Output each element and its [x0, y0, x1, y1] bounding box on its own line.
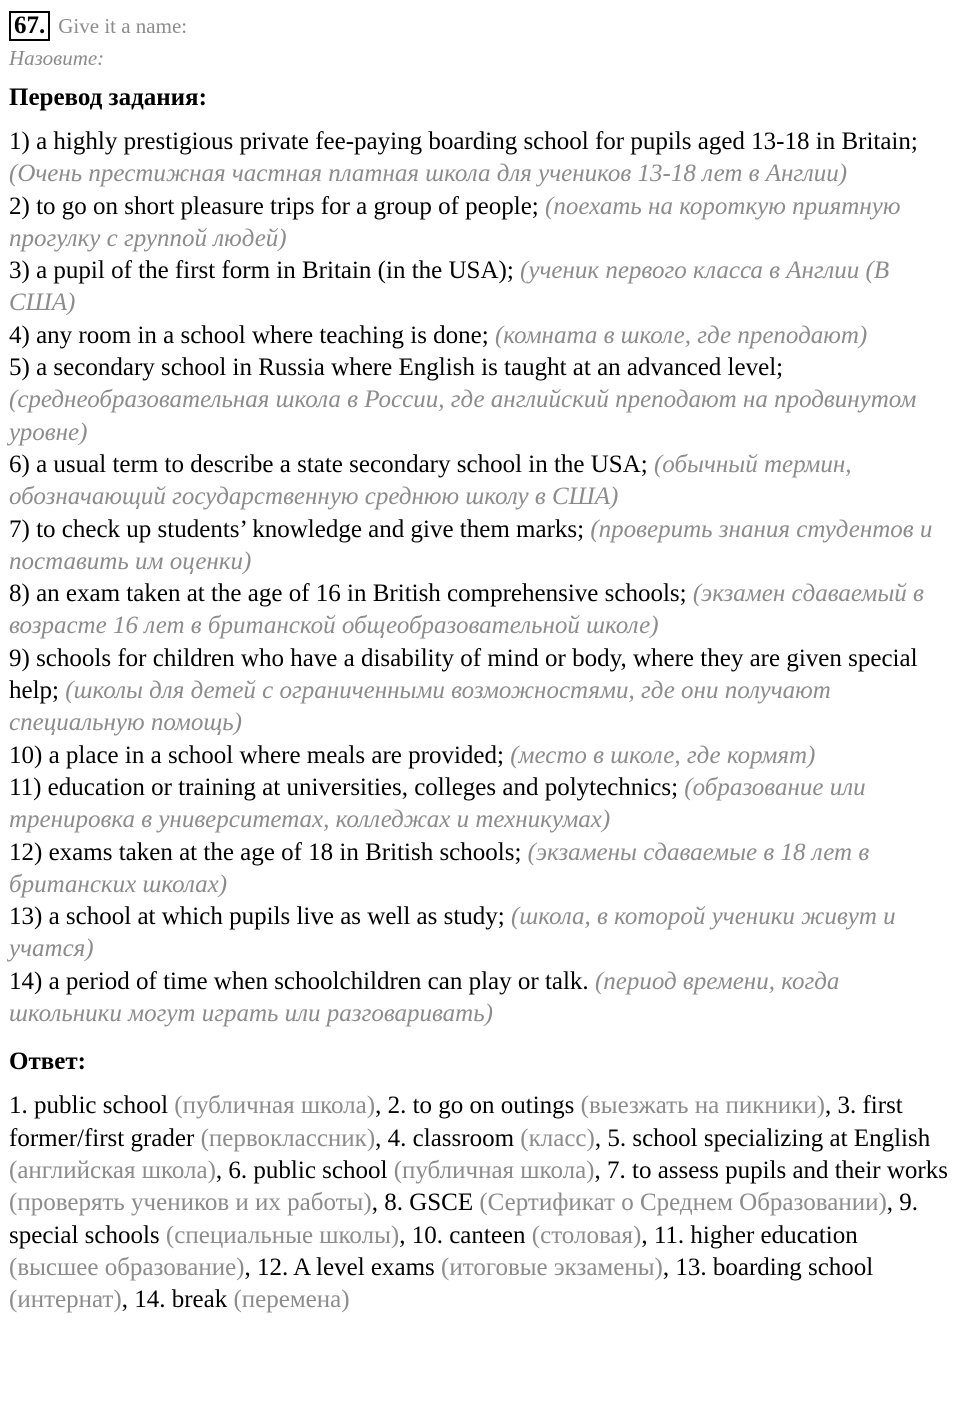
instruction-ru: Назовите:	[9, 46, 105, 70]
task-item-en: 13) a school at which pupils live as well as study;	[9, 903, 505, 931]
answer-separator: ,	[886, 1189, 900, 1217]
task-item-ru: (школа, в которой ученики живут и учатся)	[9, 903, 896, 963]
answer-item-en: 8. GSCE	[384, 1189, 474, 1217]
task-item-en: 2) to go on short pleasure trips for a group of people;	[9, 192, 539, 220]
answer-item-ru: (интернат)	[9, 1286, 122, 1314]
answer-item-ru: (Сертификат о Среднем Образовании)	[479, 1189, 887, 1217]
answer-separator: ,	[215, 1156, 229, 1184]
task-item	[9, 837, 949, 902]
answer-separator: ,	[121, 1286, 135, 1314]
task-item-en: 14) a period of time when schoolchildren can play or talk.	[9, 967, 589, 995]
answer-item-ru: (проверять учеников и их работы)	[9, 1189, 372, 1217]
answer-title: Ответ:	[9, 1048, 86, 1076]
answer-separator: ,	[594, 1124, 608, 1152]
answer-item-en: 6. public school	[228, 1156, 388, 1184]
answer-item-ru: (высшее образование)	[9, 1253, 245, 1281]
task-item-ru: (экзамены сдаваемые в 18 лет в британских школах)	[9, 838, 870, 898]
answer-item-ru: (столовая)	[531, 1221, 642, 1249]
answer-separator: ,	[244, 1253, 258, 1281]
answer-item-en: 7. to assess pupils and their works	[607, 1156, 948, 1184]
task-item-en: 10) a place in a school where meals are provided;	[9, 741, 504, 769]
answer-item-en: 3. first former/first grader	[9, 1092, 903, 1152]
task-item-ru: (проверить знания студентов и поставить им оценки)	[9, 515, 933, 575]
task-item-en: 4) any room in a school where teaching is done;	[9, 321, 489, 349]
answer-text	[9, 1090, 949, 1316]
task-item	[9, 191, 949, 256]
task-item-ru: (ученик первого класса в Англии (В США)	[9, 257, 890, 317]
task-item	[9, 643, 949, 740]
answer-item-ru: (специальные школы)	[165, 1221, 400, 1249]
task-item-ru: (среднеобразовательная школа в России, где английский преподают на продвинутом уровне)	[9, 386, 917, 446]
task-item-en: 6) a usual term to describe a state secondary school in the USA;	[9, 450, 648, 478]
answer-separator: ,	[371, 1189, 385, 1217]
answer-item-en: 13. boarding school	[675, 1253, 874, 1281]
exercise-page	[9, 8, 949, 1316]
answer-separator: ,	[824, 1092, 838, 1120]
task-translation-title: Перевод задания:	[9, 84, 207, 111]
answer-item-en: 4. classroom	[387, 1124, 515, 1152]
task-item-en: 8) an exam taken at the age of 16 in British comprehensive schools;	[9, 580, 687, 608]
task-item	[9, 320, 949, 352]
answer-separator: ,	[594, 1156, 608, 1184]
answer-item-en: 9. special schools	[9, 1189, 919, 1249]
task-item	[9, 255, 949, 320]
answer-separator: ,	[375, 1124, 388, 1152]
answer-item-en: 1. public school	[9, 1092, 169, 1120]
task-item-en: 7) to check up students’ knowledge and give them marks;	[9, 515, 585, 543]
task-item-en: 11) education or training at universities, colleges and polytechnics;	[9, 773, 679, 801]
answer-item-ru: (английская школа)	[9, 1156, 216, 1184]
answer-item-en: 2. to go on outings	[387, 1092, 575, 1120]
task-item-ru: (место в школе, где кормят)	[510, 741, 816, 769]
task-item-ru: (комната в школе, где преподают)	[494, 321, 868, 349]
answer-item-en: 10. canteen	[411, 1221, 526, 1249]
answer-item-en: 5. school specializing at English	[607, 1124, 931, 1152]
task-item-ru: (образование или тренировка в университетах, колледжах и техникумах)	[9, 773, 866, 834]
task-item-ru: (Очень престижная частная платная школа для учеников 13-18 лет в Англии)	[9, 160, 848, 188]
task-item-en: 12) exams taken at the age of 18 in British schools;	[9, 838, 522, 866]
answer-item-en: 14. break	[134, 1286, 228, 1314]
task-item	[9, 966, 949, 1031]
answer-item-en: 11. higher education	[653, 1221, 858, 1249]
task-item-ru: (обычный термин, обозначающий государственную среднюю школу в США)	[9, 450, 852, 511]
task-item	[9, 449, 949, 514]
exercise-number: 67.	[9, 11, 50, 41]
task-item-en: 3) a pupil of the first form in Britain (in the USA);	[9, 257, 514, 285]
exercise-header	[9, 8, 949, 44]
task-item-en: 9) schools for children who have a disability of mind or body, where they are given special help;	[9, 644, 918, 705]
task-item-en: 1) a highly prestigious private fee-paying boarding school for pupils aged 13-18 in Britain;	[9, 128, 918, 155]
answer-item-ru: (перемена)	[233, 1286, 350, 1314]
instruction-en: Give it a name:	[58, 13, 188, 38]
task-item	[9, 352, 949, 449]
task-list	[9, 126, 949, 1030]
task-item	[9, 578, 949, 643]
task-item	[9, 740, 949, 772]
answer-item-ru: (класс)	[520, 1124, 595, 1152]
task-item-ru: (экзамен сдаваемый в возрасте 16 лет в британской общеобразовательной школе)	[9, 580, 924, 640]
answer-item-ru: (публичная школа)	[393, 1156, 595, 1184]
answer-item-ru: (итоговые экзамены)	[441, 1253, 663, 1281]
task-item-ru: (период времени, когда школьники могут играть или разговаривать)	[9, 967, 840, 1028]
answer-item-ru: (выезжать на пикники)	[580, 1092, 825, 1120]
task-item	[9, 126, 949, 191]
task-item	[9, 901, 949, 966]
task-item-en: 5) a secondary school in Russia where English is taught at an advanced level;	[9, 354, 784, 382]
answer-item-ru: (первоклассник)	[200, 1124, 376, 1152]
task-item-ru: (поехать на короткую приятную прогулку с группой людей)	[9, 192, 901, 252]
task-item	[9, 772, 949, 837]
task-item-ru: (школы для детей с ограниченными возможностями, где они получают специальную помощь)	[9, 677, 831, 737]
answer-item-en: 12. A level exams	[257, 1253, 435, 1281]
answer-separator: ,	[399, 1221, 412, 1249]
answer-separator: ,	[375, 1092, 388, 1120]
answer-separator: ,	[641, 1221, 654, 1249]
answer-separator: ,	[662, 1253, 676, 1281]
answer-item-ru: (публичная школа)	[174, 1092, 376, 1120]
task-item	[9, 514, 949, 579]
